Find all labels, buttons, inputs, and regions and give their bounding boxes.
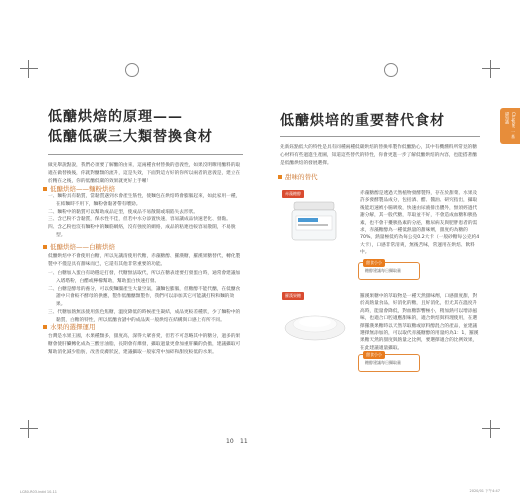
section-list [48, 193, 243, 240]
list-item: 三、含已粉不含黏質，保水性不佳，但若中水分添置快速，容易讓成品快速老化、發黏。 [48, 217, 231, 223]
crop-mark [20, 420, 38, 438]
crop-mark [482, 420, 500, 438]
section-list [48, 270, 243, 325]
tip-title: 甜食小小 [363, 351, 385, 359]
page-title-line1: 低醣烘焙的原理—— [48, 109, 183, 125]
tip-box [358, 262, 420, 280]
square-bullet-icon [43, 245, 47, 249]
page-title: 低醣烘培的重要替代食材 [280, 113, 445, 129]
tip-box [358, 354, 420, 372]
product-tag: 赤藻糖醇 [282, 190, 304, 198]
page-title-line2: 低醣低碳三大類替換食材 [48, 129, 213, 145]
footer-file: LC80-R03.indd 10-11 [20, 490, 58, 494]
footer-date: 2020/01 下午4:47 [469, 489, 500, 493]
section-heading-text: 甜味的替代 [285, 173, 318, 181]
registration-mark [384, 63, 398, 77]
section-heading [43, 184, 115, 193]
section-heading [43, 322, 96, 331]
tip-title: 甜食小小 [363, 259, 385, 267]
product-description: 羅漢果糖中的萃取物是一種天然甜味劑，口感甜度甜，對於高熱量食品，好消化的糖，且好消化，但尤其在溫度升高時，能量會降低，對血糖影響極小，稍加熱可以增添風味，也適合口腔適應甜味的，適合烘焙與料理使用，在選擇羅漢果糖時以天然萃取糖或原料醇混合的產品，並建議選擇無添加的，可以取代赤藻糖醇的用量約為1：1，羅漢果糖天然的甜度與熱量之比例，要選擇適合的比例效果，在此建議適量攝取。 [360, 294, 479, 351]
page-number-left: 10 [226, 438, 234, 445]
section-paragraph: 低醣烘焙中不會使用白糖，所以先讓清使用代糖，赤藻糖醇、羅漢糖，羅漢果糖替代，轉化製製中不僅是具有甜味而已，它還有其他非常重要的功能。 [48, 254, 241, 267]
section-paragraph: 台灣是水果王國，水果種類多，甜度高，深得大眾喜愛，但若不可忽略其中的糖分，過多的果糖會使肝臟轉化成為三酸甘油脂，長期會有爆發，攝取過量更會加重肝臟的負擔，建議攝取可幫助消化減少脂肪，改善皮膚狀況，建議攝取一般家常中加碎和甜度較低的水果。 [48, 334, 241, 355]
list-item: 一、白糖加入蛋白有助穩定打發，代糖無法取代，所以在糖表達要打發蛋白時，通常會建議加入塔塔粉，白醋或檸檬幫助，幫助蛋白快速打發。 [48, 271, 241, 284]
list-item: 一、麵粉具有黏質，當黏質遇到水會產生筋性，使麵包在烘焙時會膨脹起來，如此家用一種，在結麵時不用下，麵粉會黏著帶有嚼勁。 [48, 194, 241, 207]
title-divider [48, 154, 243, 155]
intro-paragraph: 做先舉說點說，我們必須要了解醣的由來，這兩種食材替換的意義性，如果沒明瞭用醣料的取適在做替換後，你就對醣類的流升，這是失效，下面對這方好的你所以兩者的意義是，建立在於精在之後，你的低醣低碳的效果就更好上手囉！ [48, 163, 241, 184]
tip-text: 糖醇建議每日攝取量 [365, 268, 401, 273]
section-heading [43, 242, 115, 251]
list-item: 四、含乙粉也沒有麵粉中的麵筋網絡，沒有強度的網絡，成品的粘連也較容易散開，不易脫型。 [48, 225, 236, 238]
title-divider [280, 136, 480, 137]
section-heading-text: 水果的選擇運用 [50, 323, 96, 331]
section-heading [278, 172, 318, 181]
square-bullet-icon [43, 325, 47, 329]
monk-fruit-sugar-image [282, 300, 348, 342]
crop-mark [20, 60, 38, 78]
list-item: 二、白糖是酵母的養分，可以使麵團產生大量空氣，讓麵包膨脹，但糖醇不能代醣，在低醣食譜中只會較不酵母的供應，製作低醣醣類製作，我們可以添加其它可能讓打粉和麵的效果。 [48, 286, 241, 308]
page-number-right: 11 [240, 438, 248, 445]
intro-paragraph: 先新鈺點低大的特性是具有同種兩種低碳烘焙的替換率製作低醣點心，其中有機燻料所常見的糖心材料有些過進生產圖，知道這些替代的特性，你會更進一步了解低醣烘焙的內容，也能搭著醣是低醣烘焙的發展選擇。 [280, 145, 477, 166]
chapter-tab [500, 108, 520, 144]
section-heading-text: 低醣烘焙——白糖烘焙 [50, 243, 115, 251]
product-description: 赤藻糖醇是透過天然植物發酵製得，存在於甜菜、水果及許多發酵製品成分，包括酒、醋、醬油、研究指出，攝取後能迅速被小腸吸收，快速由尿液排出體外，無須經過代謝分解，其一般代糖，萃取並不好，不會造成血糖和胰島素，也不會干擾胰島素的分泌，糖尿病友與肥胖患者的需求，赤藻糖醇為一種低熱量的甜味劑，甜度約為糖的70%，熱量極低約為每公克0.2大卡（一般砂糖每公克約4大卡），口感非常清爽，無後苦味，常運用在烘焙、飲料中。 [360, 191, 480, 256]
product-tag: 羅漢果糖 [282, 292, 304, 300]
erythritol-jar-image [288, 198, 340, 244]
chapter-tab-text: Chapter 一 基礎知識 [505, 112, 516, 139]
tip-text: 糖醇建議每日攝取量 [365, 360, 401, 365]
square-bullet-icon [43, 187, 47, 191]
crop-mark [482, 60, 500, 78]
list-item: 三、代糖加熱無法使用焦色焦糖，溫度降低的時候產生凝結，成品更較差種狀，少了麵粉中的黏質，白糖的特性，所以低醣食譜中的成品與一般烘焙在結構與口感上有所不同。 [48, 309, 241, 323]
list-item: 二、麵粉中的黏質可以幫助成品定型，使成品不易散開或塌陷失去形狀。 [48, 209, 199, 215]
square-bullet-icon [278, 175, 282, 179]
right-page [260, 0, 520, 500]
section-heading-text: 低醣烘焙——麵粉烘焙 [50, 185, 115, 193]
registration-mark [125, 63, 139, 77]
